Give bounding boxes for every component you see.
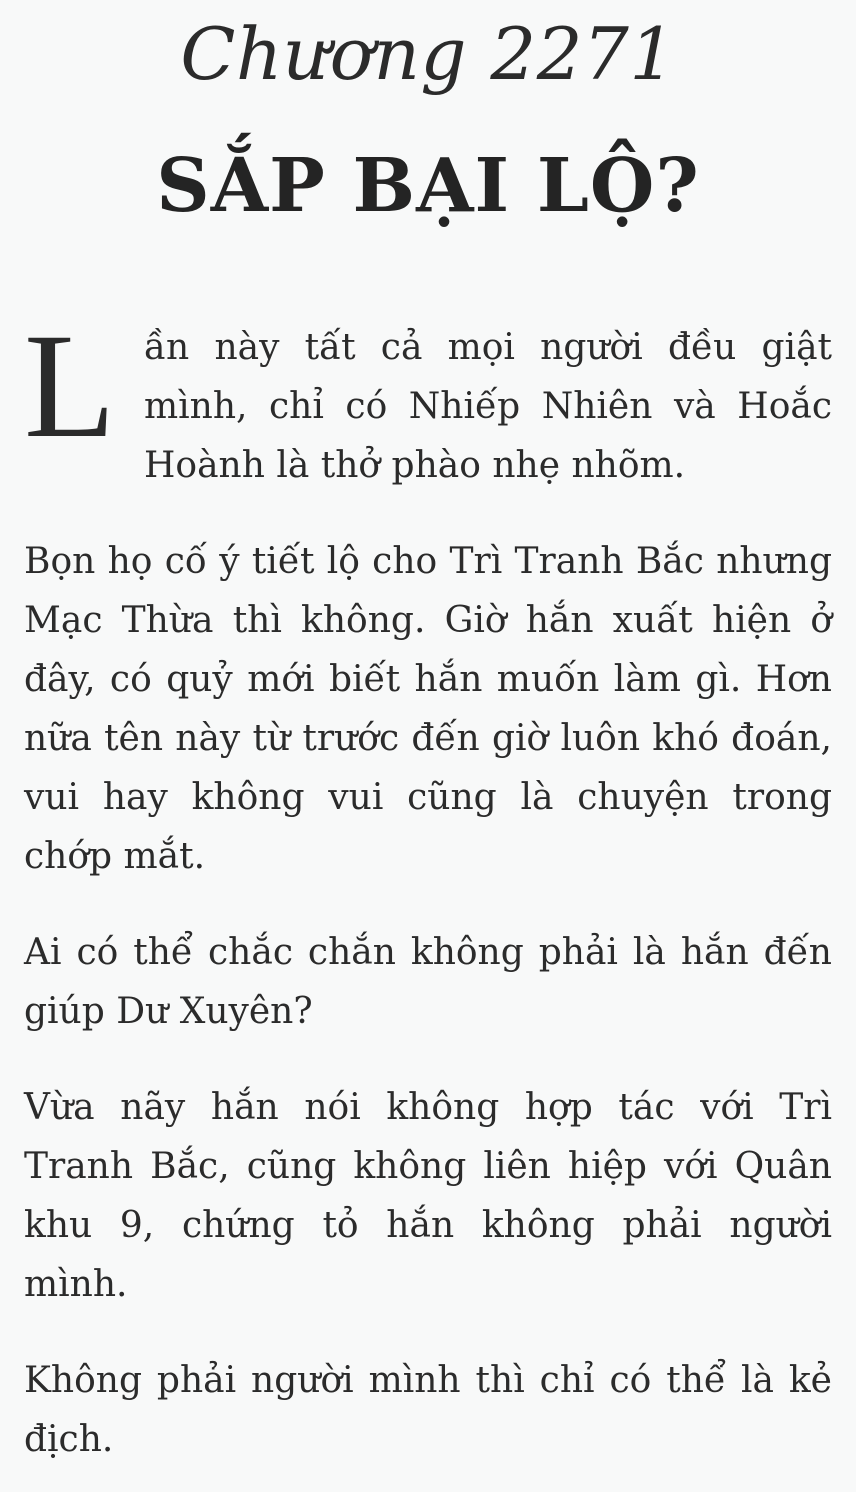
paragraph-3: Ai có thể chắc chắn không phải là hắn đến giúp Dư Xuyên? bbox=[24, 932, 832, 1032]
chapter-title: SẮP BẠI LỘ? bbox=[156, 143, 700, 229]
chapter-body bbox=[24, 303, 832, 1469]
paragraph-2: Bọn họ cố ý tiết lộ cho Trì Tranh Bắc nhưng Mạc Thừa thì không. Giờ hắn xuất hiện ở đây, có quỷ mới biết hắn muốn làm gì. Hơn nữa tên này từ trước đến giờ luôn khó đoán, vui hay không vui cũng là chuyện trong chớp mắt. bbox=[24, 541, 832, 877]
paragraph-1 bbox=[24, 303, 832, 495]
paragraph-4: Vừa nãy hắn nói không hợp tác với Trì Tranh Bắc, cũng không liên hiệp với Quân khu 9, chứng tỏ hắn không phải người mình. bbox=[24, 1087, 832, 1305]
chapter-number: Chương 2271 bbox=[180, 12, 676, 96]
drop-cap: L bbox=[24, 303, 116, 469]
paragraph-5: Không phải người mình thì chỉ có thể là kẻ địch. bbox=[24, 1360, 832, 1460]
paragraph-1-text: ần này tất cả mọi người đều giật mình, chỉ có Nhiếp Nhiên và Hoắc Hoành là thở phào nhẹ nhõm. bbox=[144, 327, 832, 486]
